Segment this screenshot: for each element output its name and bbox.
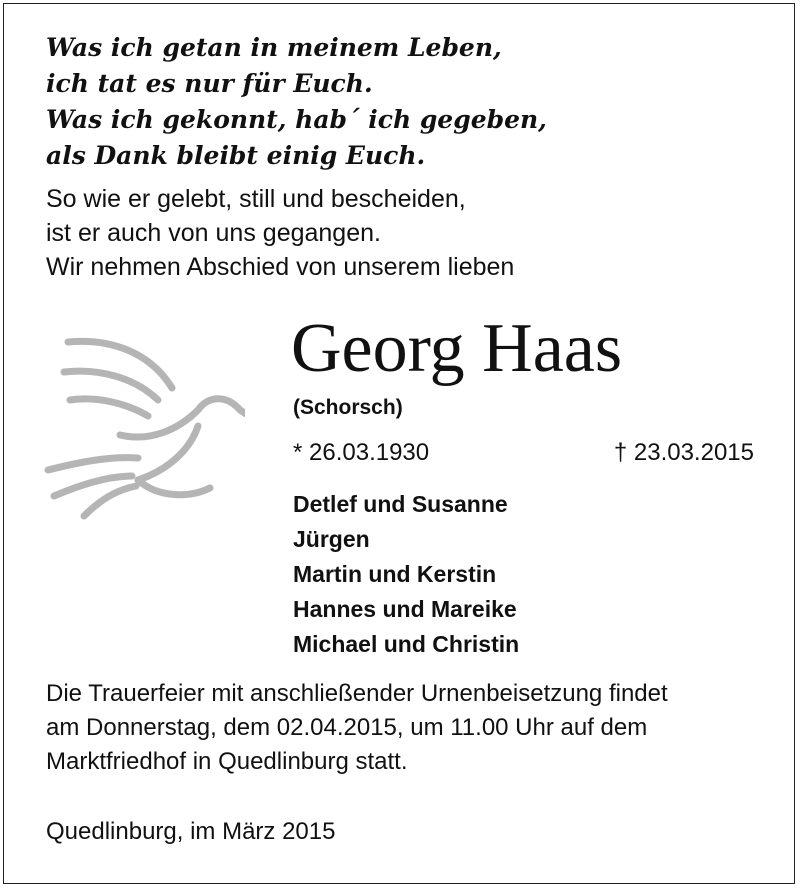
intro-line: Wir nehmen Abschied von unserem lieben bbox=[46, 253, 515, 281]
mourner-entry: Detlef und Susanne bbox=[293, 491, 508, 517]
birth-date: * 26.03.1930 bbox=[293, 439, 430, 466]
mourner-entry: Martin und Kerstin bbox=[293, 561, 497, 587]
death-date: † 23.03.2015 bbox=[613, 439, 754, 466]
mourner-entry: Jürgen bbox=[293, 526, 370, 552]
ceremony-line: Die Trauerfeier mit anschließender Urnenbeisetzung findet bbox=[46, 680, 668, 707]
poem-line: Was ich gekonnt, hab´ ich gegeben, bbox=[46, 105, 547, 134]
poem-line: ich tat es nur für Euch. bbox=[46, 69, 373, 98]
dove-icon bbox=[40, 330, 245, 530]
poem-line: als Dank bleibt einig Euch. bbox=[46, 141, 426, 170]
mourners-list bbox=[293, 487, 519, 662]
deceased-name: Georg Haas bbox=[291, 310, 623, 387]
place-and-date: Quedlinburg, im März 2015 bbox=[46, 818, 336, 845]
ceremony-info bbox=[46, 677, 668, 779]
mourner-entry: Michael und Christin bbox=[293, 631, 520, 657]
intro-line: So wie er gelebt, still und bescheiden, bbox=[46, 185, 466, 213]
poem-line: Was ich getan in meinem Leben, bbox=[46, 33, 502, 62]
intro-text bbox=[46, 182, 514, 284]
poem bbox=[46, 30, 547, 174]
ceremony-line: am Donnerstag, dem 02.04.2015, um 11.00 Uhr auf dem bbox=[46, 714, 648, 741]
mourner-entry: Hannes und Mareike bbox=[293, 596, 517, 622]
deceased-nickname: (Schorsch) bbox=[293, 396, 403, 419]
intro-line: ist er auch von uns gegangen. bbox=[46, 219, 381, 247]
ceremony-line: Marktfriedhof in Quedlinburg statt. bbox=[46, 748, 408, 775]
